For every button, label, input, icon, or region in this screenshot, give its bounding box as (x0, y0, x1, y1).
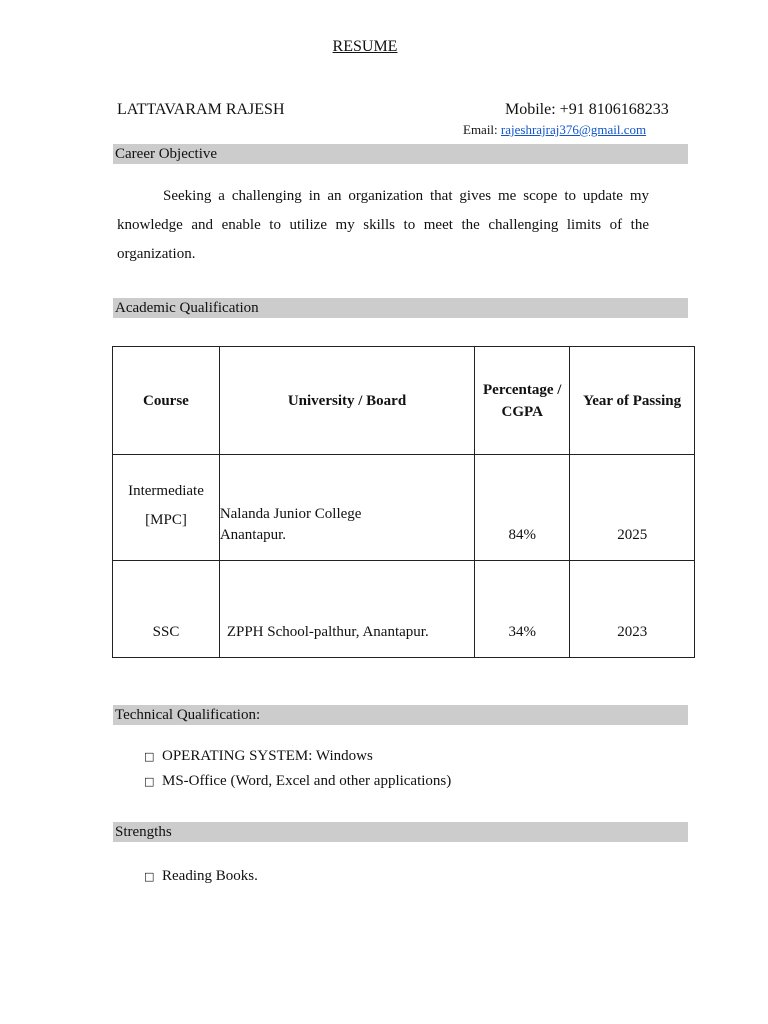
technical-list (144, 744, 451, 794)
list-item-text: OPERATING SYSTEM: Windows (162, 748, 373, 764)
board-line1: Nalanda Junior College (219, 506, 362, 522)
course-line1: Intermediate (128, 483, 204, 499)
list-item-text: Reading Books. (162, 868, 258, 884)
bullet-glyph-icon: □ (144, 750, 155, 763)
column-header-board: University / Board (219, 347, 474, 455)
section-heading-career: Career Objective (113, 144, 688, 164)
section-heading-academic: Academic Qualification (113, 298, 688, 318)
career-objective-text (117, 182, 649, 269)
email-link[interactable]: rajeshrajraj376@gmail.com (500, 122, 647, 137)
year-value: 2025 (617, 527, 648, 543)
candidate-name: LATTAVARAM RAJESH (117, 101, 285, 118)
email-label: Email: (463, 122, 501, 137)
list-item (144, 864, 258, 889)
table-cell-course (113, 561, 220, 658)
course-line1: SSC (152, 624, 180, 640)
column-header-course: Course (113, 347, 220, 455)
table-cell-year (570, 455, 695, 561)
board-line1: ZPPH School-palthur, Anantapur. (226, 624, 429, 640)
table-cell-year (570, 561, 695, 658)
table-cell-percentage (475, 561, 570, 658)
board-line2: Anantapur. (219, 527, 287, 543)
table-cell-board (219, 455, 474, 561)
academic-table (112, 346, 695, 658)
percentage-value: 34% (508, 624, 536, 640)
career-objective-body: Seeking a challenging in an organization that gives me scope to update my knowledge and enable to utilize my skills to meet the challenging limits of the organization. (117, 188, 649, 262)
year-value: 2023 (617, 624, 648, 640)
section-heading-strengths: Strengths (113, 822, 688, 842)
column-header-year: Year of Passing (570, 347, 695, 455)
bullet-glyph-icon: □ (144, 775, 155, 788)
resume-title: RESUME (332, 38, 398, 55)
section-heading-technical: Technical Qualification: (113, 705, 688, 725)
bullet-glyph-icon: □ (144, 870, 155, 883)
table-row (113, 455, 695, 561)
table-header-row (113, 347, 695, 455)
table-row (113, 561, 695, 658)
table-cell-board (219, 561, 474, 658)
percentage-value: 84% (508, 527, 536, 543)
table-cell-percentage (475, 455, 570, 561)
course-line2: [MPC] (145, 512, 187, 528)
column-header-percentage (475, 347, 570, 455)
list-item-text: MS-Office (Word, Excel and other applications) (162, 773, 452, 789)
column-header-percentage-text: Percentage / CGPA (483, 381, 562, 420)
table-cell-course (113, 455, 220, 561)
email-line (463, 122, 646, 138)
strengths-list (144, 864, 258, 889)
mobile-number: Mobile: +91 8106168233 (505, 101, 669, 118)
list-item (144, 769, 451, 794)
list-item (144, 744, 451, 769)
